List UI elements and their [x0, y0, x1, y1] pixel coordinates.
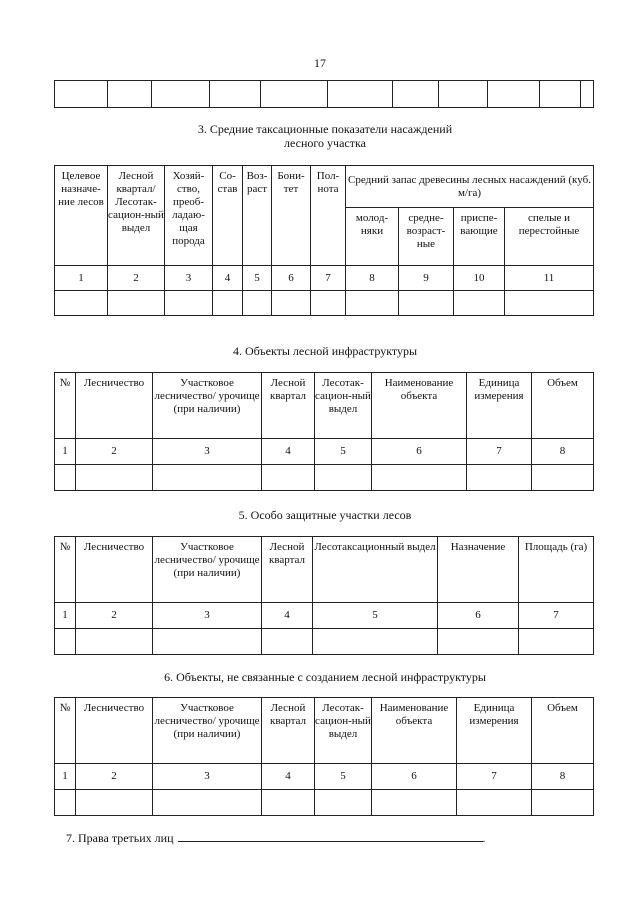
column-number: 6	[272, 266, 311, 291]
header-no: №	[55, 373, 76, 439]
section6-title: 6. Объекты, не связанные с созданием лесной инфраструктуры	[164, 670, 486, 684]
table-cell	[213, 291, 243, 316]
section5-title: 5. Особо защитные участки лесов	[238, 508, 412, 522]
column-number: 6	[372, 439, 467, 465]
header-unit: Единица измерения	[457, 698, 532, 764]
header-young: молод-няки	[346, 208, 399, 266]
column-number: 2	[76, 439, 153, 465]
header-district: Участковое лесничество/ урочище (при наличии)	[153, 373, 262, 439]
column-number: 4	[262, 764, 315, 790]
table-cell	[153, 465, 262, 491]
column-number: 4	[213, 266, 243, 291]
column-number: 4	[262, 439, 315, 465]
section3-table	[54, 165, 594, 316]
column-number: 10	[454, 266, 505, 291]
header-purpose: Целевое назначе-ние лесов	[55, 166, 108, 266]
table-cell	[532, 465, 594, 491]
column-number: 11	[505, 266, 594, 291]
header-purpose: Назначение	[438, 537, 519, 603]
table-cell	[505, 291, 594, 316]
table-cell	[540, 81, 581, 108]
table-cell	[55, 465, 76, 491]
table-cell	[581, 81, 594, 108]
header-object-name: Наименование объекта	[372, 698, 457, 764]
header-volume: Объем	[532, 373, 594, 439]
table-cell	[519, 629, 594, 655]
table-cell	[55, 291, 108, 316]
section7-end: .	[482, 831, 486, 845]
section4-table	[54, 372, 594, 491]
section7-rights	[66, 829, 486, 846]
table-cell	[243, 291, 272, 316]
table-cell	[165, 291, 213, 316]
column-number: 1	[55, 266, 108, 291]
header-district: Участковое лесничество/ урочище (при наличии)	[153, 698, 262, 764]
table-cell	[393, 81, 439, 108]
column-number: 1	[55, 439, 76, 465]
column-number: 1	[55, 764, 76, 790]
header-quarter: Лесной квартал	[262, 537, 313, 603]
column-number: 3	[165, 266, 213, 291]
column-number: 7	[519, 603, 594, 629]
table-cell	[55, 629, 76, 655]
table-cell	[76, 790, 153, 816]
header-mature: спелые и перестойные	[505, 208, 594, 266]
table-cell	[488, 81, 540, 108]
header-forestry: Лесничество	[76, 698, 153, 764]
table-cell	[313, 629, 438, 655]
column-number: 5	[315, 764, 372, 790]
header-object-name: Наименование объекта	[372, 373, 467, 439]
table-cell	[372, 790, 457, 816]
header-age: Воз-раст	[243, 166, 272, 266]
table-cell	[467, 465, 532, 491]
table-cell	[438, 629, 519, 655]
column-number: 2	[108, 266, 165, 291]
table-cell	[55, 790, 76, 816]
header-quarter: Лесной квартал	[262, 698, 315, 764]
header-unit: Единица измерения	[467, 373, 532, 439]
column-number: 9	[399, 266, 454, 291]
table-cell	[76, 465, 153, 491]
table-cell	[439, 81, 488, 108]
table-cell	[262, 790, 315, 816]
section4-title: 4. Объекты лесной инфраструктуры	[232, 344, 418, 358]
table-cell	[399, 291, 454, 316]
section5-table	[54, 536, 594, 655]
table-cell	[532, 790, 594, 816]
column-number: 3	[153, 764, 262, 790]
column-number: 7	[457, 764, 532, 790]
column-number: 5	[315, 439, 372, 465]
section3-title	[40, 122, 610, 150]
header-district: Участковое лесничество/ урочище (при наличии)	[153, 537, 262, 603]
column-number: 5	[313, 603, 438, 629]
table-cell	[108, 81, 152, 108]
table-cell	[55, 81, 108, 108]
column-number: 4	[262, 603, 313, 629]
column-number: 8	[532, 439, 594, 465]
column-number: 6	[438, 603, 519, 629]
header-quarter: Лесной квартал/ Лесотак-сацион-ный выдел	[108, 166, 165, 266]
column-number: 3	[153, 603, 262, 629]
continued-table	[54, 80, 594, 108]
table-cell	[272, 291, 311, 316]
header-forestry: Лесничество	[76, 373, 153, 439]
table-cell	[152, 81, 210, 108]
header-allotment: Лесотаксационный выдел	[313, 537, 438, 603]
table-cell	[262, 629, 313, 655]
section6-table	[54, 697, 594, 816]
column-number: 6	[372, 764, 457, 790]
table-cell	[210, 81, 261, 108]
column-number: 8	[532, 764, 594, 790]
header-allotment: Лесотак-сацион-ный выдел	[315, 698, 372, 764]
header-density: Пол-нота	[311, 166, 346, 266]
column-number: 3	[153, 439, 262, 465]
header-maturing: приспе-вающие	[454, 208, 505, 266]
column-number: 1	[55, 603, 76, 629]
section3-title-line2: лесного участка	[284, 136, 366, 150]
column-number: 2	[76, 603, 153, 629]
section3-title-line1: 3. Средние таксационные показатели насаждений	[197, 122, 453, 136]
column-number: 2	[76, 764, 153, 790]
table-cell	[76, 629, 153, 655]
header-allotment: Лесотак-сацион-ный выдел	[315, 373, 372, 439]
table-cell	[153, 629, 262, 655]
column-number: 8	[346, 266, 399, 291]
table-cell	[311, 291, 346, 316]
header-no: №	[55, 537, 76, 603]
table-cell	[372, 465, 467, 491]
column-number: 7	[467, 439, 532, 465]
header-no: №	[55, 698, 76, 764]
header-farm: Хозяй-ство, преоб-ладаю-щая порода	[165, 166, 213, 266]
table-cell	[457, 790, 532, 816]
column-number: 7	[311, 266, 346, 291]
fill-in-line	[178, 829, 483, 842]
table-cell	[153, 790, 262, 816]
header-stock-group: Средний запас древесины лесных насаждений (куб. м/га)	[346, 166, 594, 208]
column-number: 5	[243, 266, 272, 291]
header-volume: Объем	[532, 698, 594, 764]
header-area: Площадь (га)	[519, 537, 594, 603]
table-cell	[262, 465, 315, 491]
table-cell	[346, 291, 399, 316]
table-cell	[328, 81, 393, 108]
header-bonitet: Бони-тет	[272, 166, 311, 266]
table-cell	[315, 465, 372, 491]
table-cell	[315, 790, 372, 816]
header-forestry: Лесничество	[76, 537, 153, 603]
section7-label: 7. Права третьих лиц	[66, 831, 174, 845]
table-cell	[454, 291, 505, 316]
table-cell	[261, 81, 328, 108]
header-quarter: Лесной квартал	[262, 373, 315, 439]
page-number: 17	[314, 56, 326, 70]
header-middle-aged: средне-возраст-ные	[399, 208, 454, 266]
header-composition: Со-став	[213, 166, 243, 266]
table-cell	[108, 291, 165, 316]
